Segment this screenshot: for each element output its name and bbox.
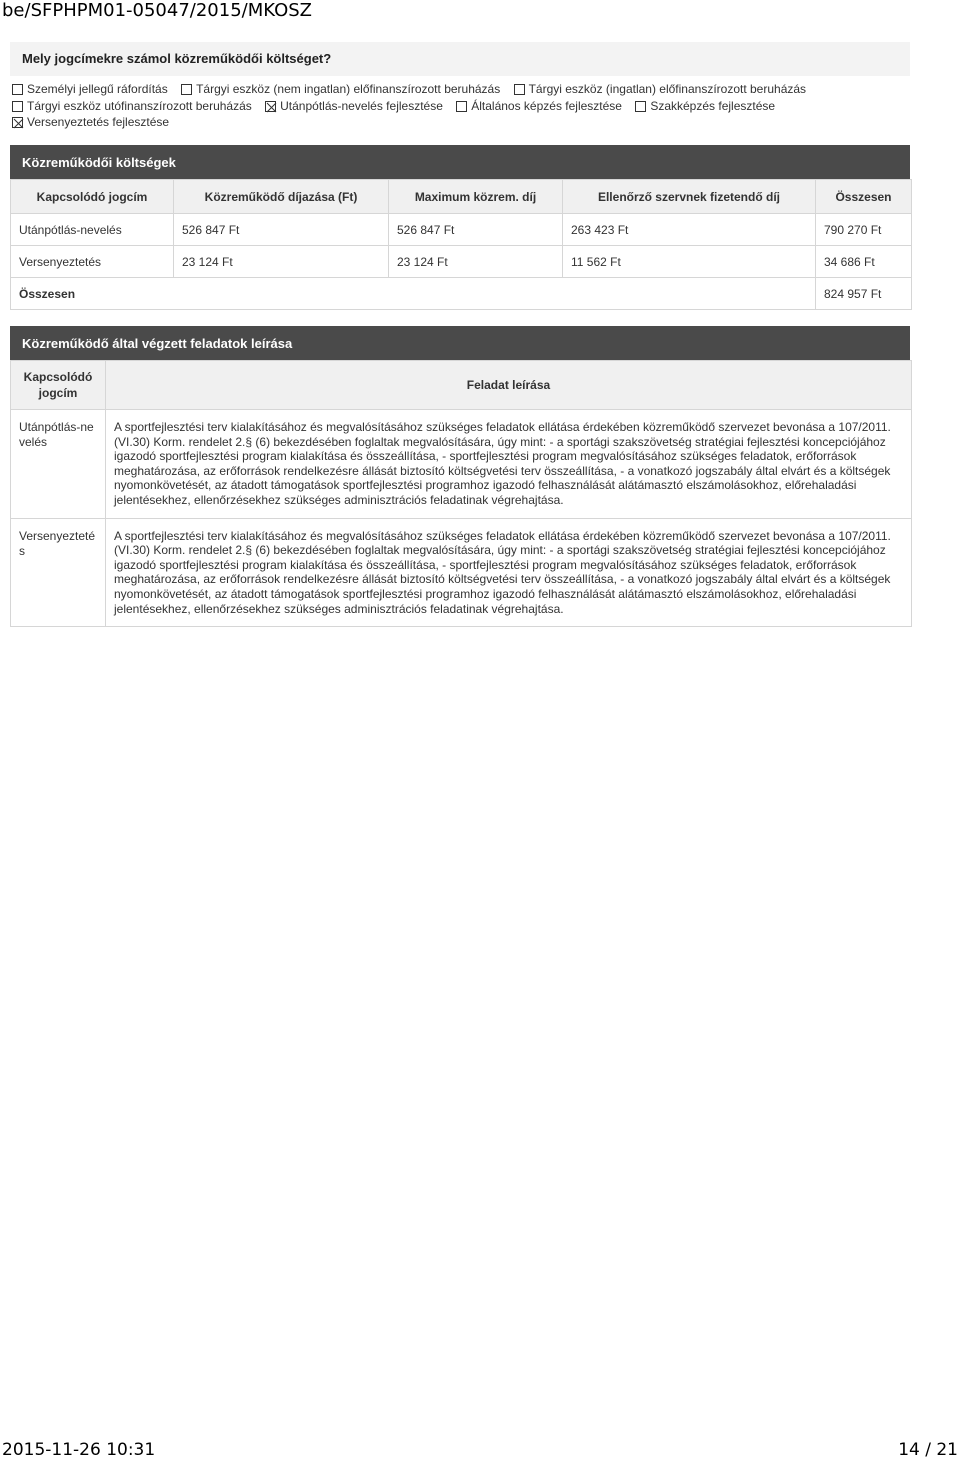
table-row bbox=[11, 246, 912, 278]
checkbox-checked[interactable] bbox=[265, 101, 276, 112]
x-mark-icon bbox=[13, 118, 24, 129]
page-number: 14 / 21 bbox=[898, 1440, 958, 1460]
checkbox[interactable] bbox=[181, 84, 192, 95]
table-cell: 34 686 Ft bbox=[816, 246, 912, 278]
column-header: Kapcsolódó jogcím bbox=[11, 361, 106, 410]
tasks-table bbox=[10, 360, 912, 627]
column-header: Kapcsolódó jogcím bbox=[11, 180, 174, 214]
checkbox[interactable] bbox=[12, 101, 23, 112]
checkbox-item[interactable] bbox=[12, 114, 169, 131]
checkbox-label: Tárgyi eszköz utófinanszírozott beruházás bbox=[27, 98, 252, 113]
checkbox[interactable] bbox=[635, 101, 646, 112]
table-cell: 11 562 Ft bbox=[563, 246, 816, 278]
table-cell: 263 423 Ft bbox=[563, 214, 816, 246]
table-cell: 790 270 Ft bbox=[816, 214, 912, 246]
checkbox-item[interactable] bbox=[514, 81, 806, 98]
checkbox-item[interactable] bbox=[456, 98, 622, 115]
checkbox-item[interactable] bbox=[12, 98, 252, 115]
task-label: Versenyeztetés bbox=[11, 518, 106, 627]
checkbox-label: Személyi jellegű ráfordítás bbox=[27, 82, 168, 96]
column-header: Összesen bbox=[816, 180, 912, 214]
checkbox-checked[interactable] bbox=[12, 117, 23, 128]
checkbox-item[interactable] bbox=[635, 98, 775, 115]
column-header: Közreműködő díjazása (Ft) bbox=[174, 180, 389, 214]
table-cell: 526 847 Ft bbox=[174, 214, 389, 246]
checkbox[interactable] bbox=[514, 84, 525, 95]
table-header-row bbox=[11, 361, 912, 410]
checkbox-label: Szakképzés fejlesztése bbox=[650, 98, 776, 113]
checkbox-group bbox=[12, 81, 892, 131]
checkbox[interactable] bbox=[456, 101, 467, 112]
table-cell: 23 124 Ft bbox=[389, 246, 563, 278]
table-row bbox=[11, 410, 912, 519]
column-header: Maximum közrem. díj bbox=[389, 180, 563, 214]
costs-section-header: Közreműködői költségek bbox=[10, 145, 910, 179]
total-value: 824 957 Ft bbox=[816, 278, 912, 310]
document-id: be/SFPHPM01-05047/2015/MKOSZ bbox=[2, 0, 312, 21]
table-cell: 526 847 Ft bbox=[389, 214, 563, 246]
table-cell: Utánpótlás-nevelés bbox=[11, 214, 174, 246]
question-title: Mely jogcímekre számol közreműködői költséget? bbox=[10, 42, 910, 76]
checkbox-item[interactable] bbox=[265, 98, 443, 115]
checkbox-label: Tárgyi eszköz (nem ingatlan) előfinanszírozott beruházás bbox=[196, 82, 501, 96]
table-cell: Versenyeztetés bbox=[11, 246, 174, 278]
x-mark-icon bbox=[266, 102, 277, 113]
footer-date: 2015-11-26 10:31 bbox=[2, 1440, 156, 1460]
table-row bbox=[11, 214, 912, 246]
column-header: Feladat leírása bbox=[106, 361, 912, 410]
table-total-row bbox=[11, 278, 912, 310]
tasks-section-header: Közreműködő által végzett feladatok leírása bbox=[10, 326, 910, 360]
table-header-row bbox=[11, 180, 912, 214]
task-label: Utánpótlás-nevelés bbox=[11, 410, 106, 519]
checkbox-label: Versenyeztetés fejlesztése bbox=[27, 115, 170, 129]
checkbox-item[interactable] bbox=[12, 81, 168, 98]
checkbox-item[interactable] bbox=[181, 81, 500, 98]
task-description: A sportfejlesztési terv kialakításához és megvalósításához szükséges feladatok ellátása érdekében közreműködő szervezet bevonása a 107/2011. (VI.30) Korm. rendelet 2.§ (6) bekezdésében foglaltak megvalósítására, úgy mint: - a sportági szakszövetség stratégiai fejlesztési koncepciójához igazodó sportfejlesztési program kialakítása és összeállítása, - sportfejlesztési program megvalósításához szükséges feladatok, erőforrások meghatározása, az erőforrások rendelkezésre állását biztosító költségvetési terv összeállítása, - a vonatkozó jogszabály által elvárt és a költségek nyomonkövetését, az átadott támogatások sportfejlesztési programhoz igazodó felhasználását alátámasztó elszámolásokhoz, előrehaladási jelentésekhez, ellenőrzésekhez szükséges adminisztrációs feladatinak végrehajtása. bbox=[106, 518, 912, 627]
checkbox-label: Általános képzés fejlesztése bbox=[471, 98, 622, 113]
checkbox[interactable] bbox=[12, 84, 23, 95]
table-cell: 23 124 Ft bbox=[174, 246, 389, 278]
checkbox-label: Utánpótlás-nevelés fejlesztése bbox=[280, 98, 443, 113]
checkbox-label: Tárgyi eszköz (ingatlan) előfinanszírozott beruházás bbox=[528, 82, 807, 96]
column-header: Ellenőrző szervnek fizetendő díj bbox=[563, 180, 816, 214]
task-description: A sportfejlesztési terv kialakításához és megvalósításához szükséges feladatok ellátása érdekében közreműködő szervezet bevonása a 107/2011. (VI.30) Korm. rendelet 2.§ (6) bekezdésében foglaltak megvalósítására, úgy mint: - a sportági szakszövetség stratégiai fejlesztési koncepciójához igazodó sportfejlesztési program kialakítása és összeállítása, - sportfejlesztési program megvalósításához szükséges feladatok, erőforrások meghatározása, az erőforrások rendelkezésre állását biztosító költségvetési terv összeállítása, - a vonatkozó jogszabály által elvárt és a költségek nyomonkövetését, az átadott támogatások sportfejlesztési programhoz igazodó felhasználását alátámasztó elszámolásokhoz, előrehaladási jelentésekhez, ellenőrzésekhez szükséges adminisztrációs feladatinak végrehajtása. bbox=[106, 410, 912, 519]
table-row bbox=[11, 518, 912, 627]
total-label: Összesen bbox=[11, 278, 816, 310]
costs-table bbox=[10, 179, 912, 310]
